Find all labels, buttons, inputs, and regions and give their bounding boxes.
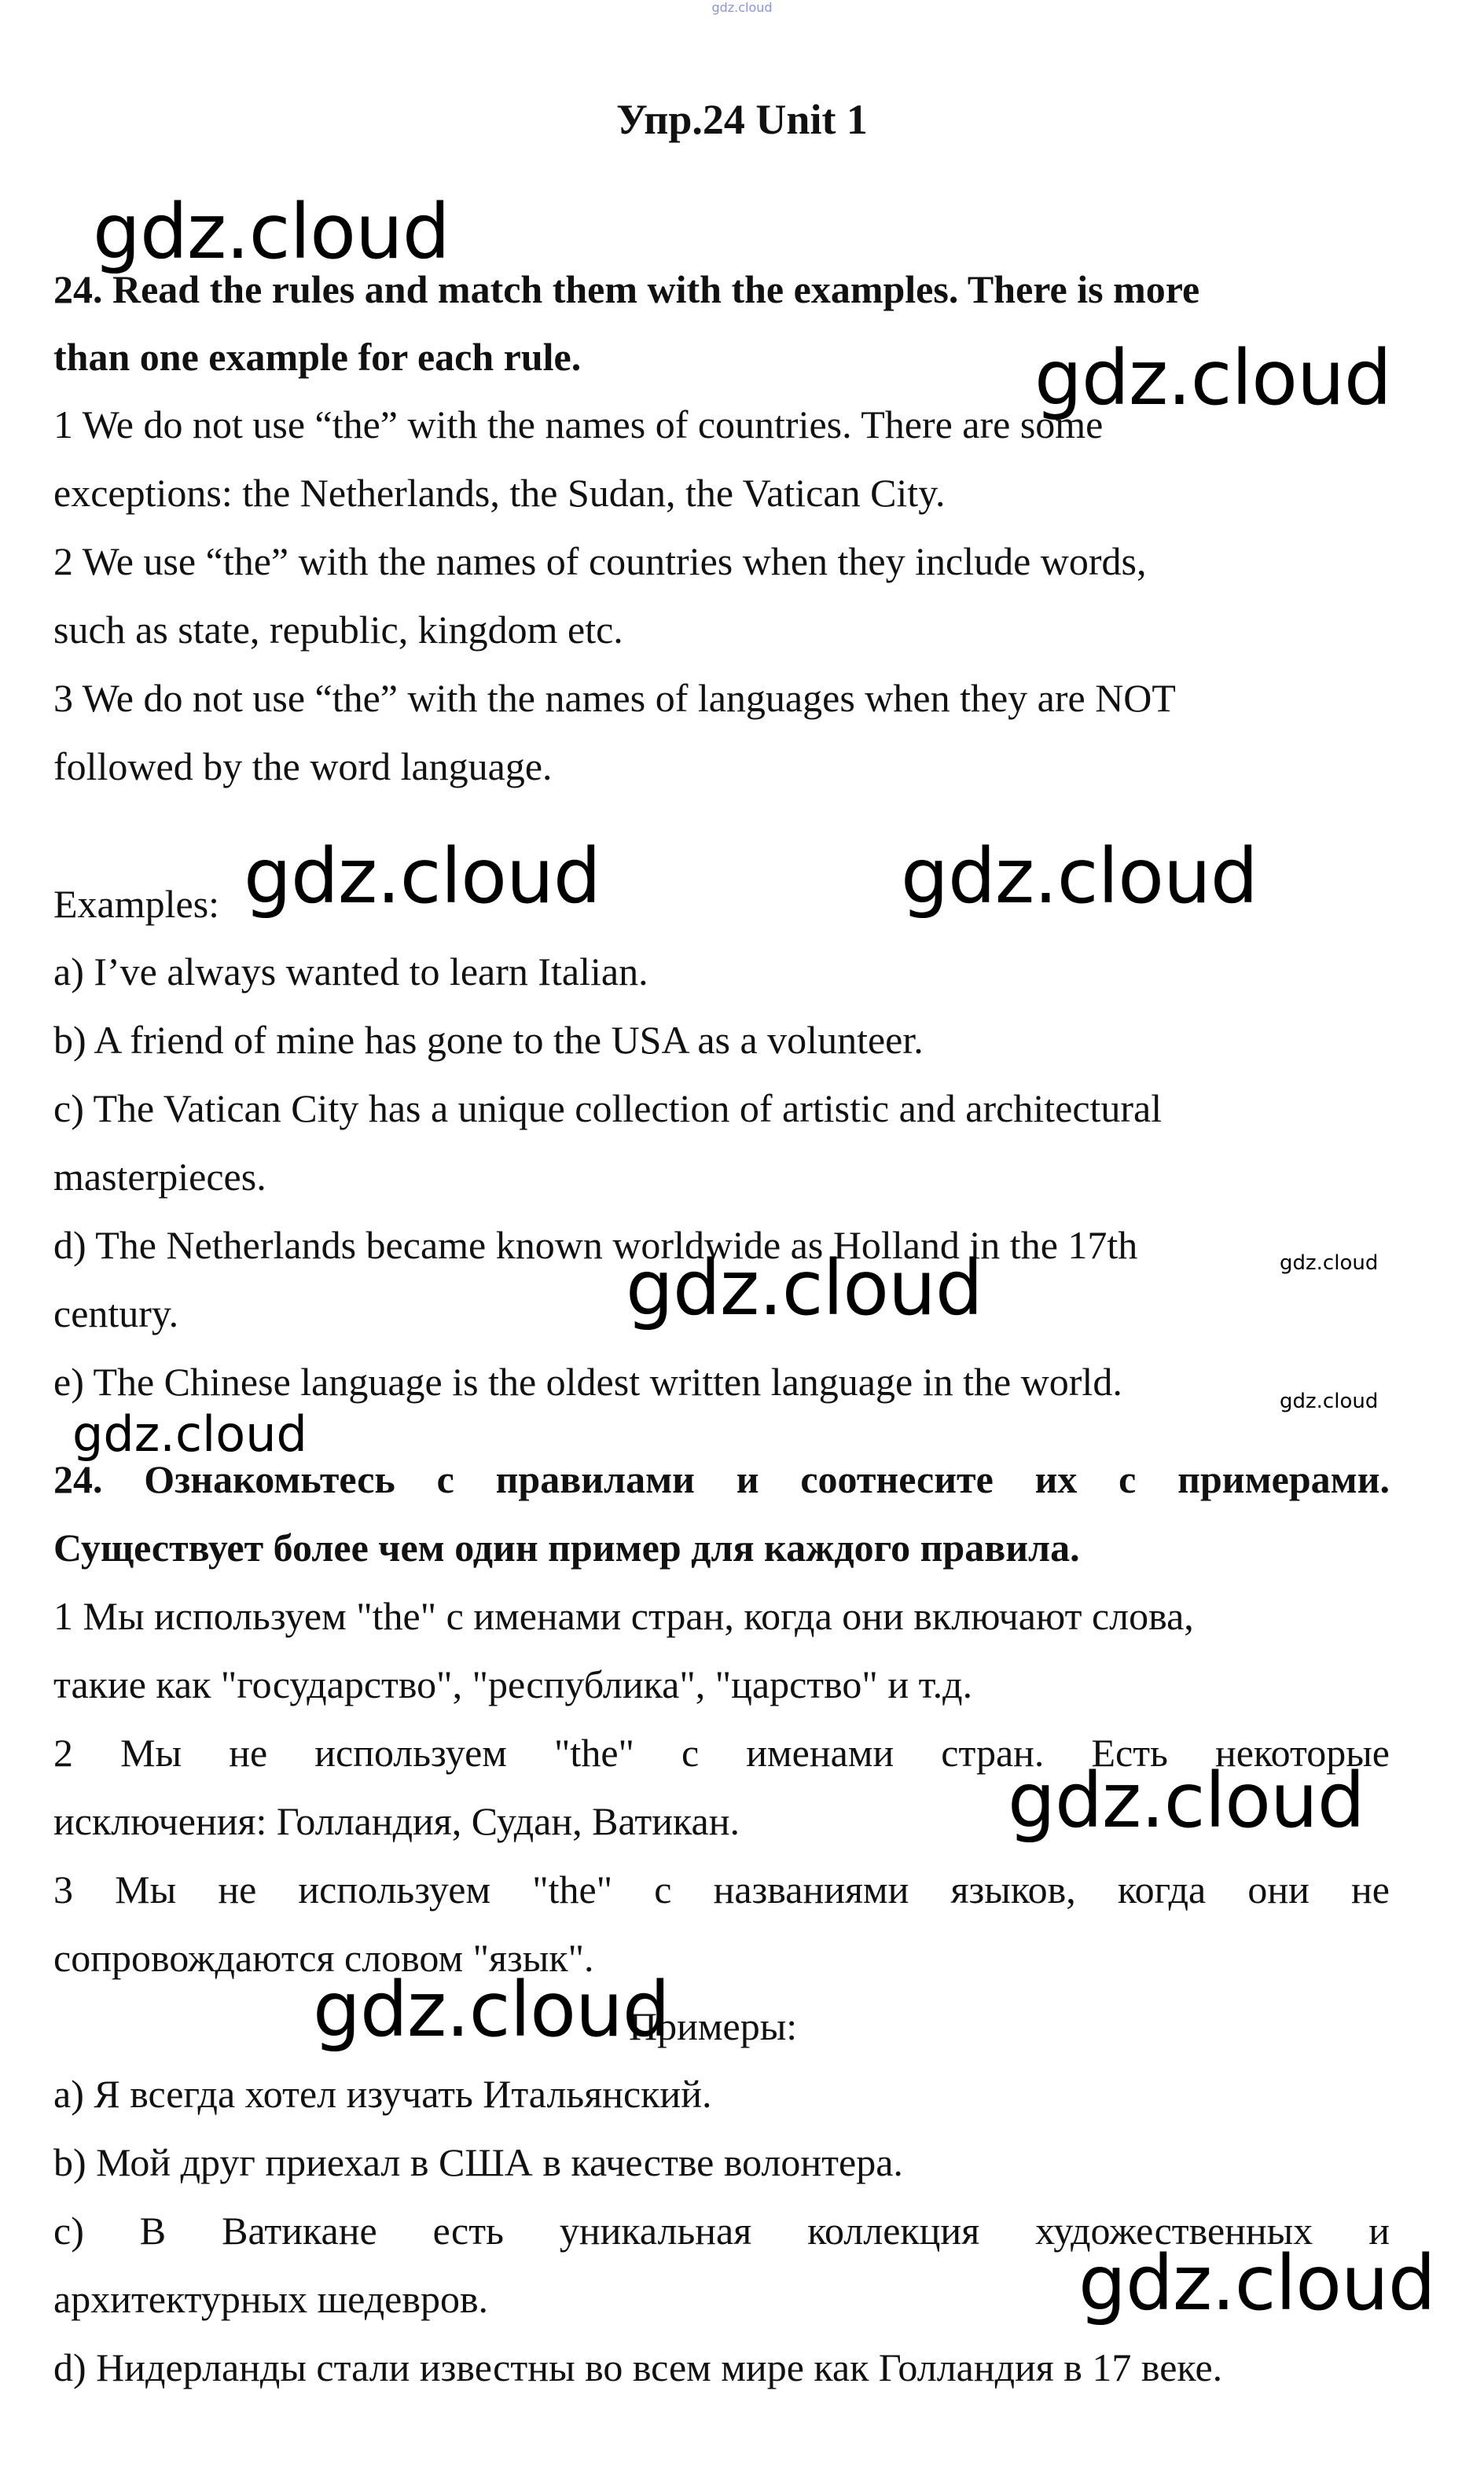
english-example-line-4: masterpieces.	[53, 1155, 266, 1199]
watermark-text-small: gdz.cloud	[1280, 1390, 1379, 1413]
english-task-line-2: than one example for each rule.	[53, 335, 582, 379]
watermark-text: gdz.cloud	[901, 832, 1258, 920]
english-example-line-7: e) The Chinese language is the oldest written language in the world.	[53, 1360, 1122, 1404]
header-watermark: gdz.cloud	[711, 0, 773, 15]
russian-examples-label: Примеры:	[629, 2004, 798, 2048]
english-rule-line-3: 2 We use “the” with the names of countries when they include words,	[53, 539, 1147, 583]
russian-rule-line-6: сопровождаются словом "язык".	[53, 1936, 594, 1980]
watermark-text: gdz.cloud	[72, 1405, 307, 1463]
russian-rule-line-2: такие как "государство", "республика", "царство" и т.д.	[53, 1662, 973, 1706]
english-example-line-5: d) The Netherlands became known worldwide as Holland in the 17th	[53, 1223, 1138, 1267]
russian-example-line-1: a) Я всегда хотел изучать Итальянский.	[53, 2072, 712, 2116]
russian-task-line-1: 24. Ознакомьтесь с правилами и соотнесите их с примерами.	[53, 1457, 1390, 1501]
watermark-text: gdz.cloud	[313, 1966, 670, 2054]
russian-task-line-2: Существует более чем один пример для каждого правила.	[53, 1526, 1080, 1570]
russian-rule-line-3: 2 Мы не используем "the" с именами стран. Есть некоторые	[53, 1731, 1390, 1775]
watermark-text: gdz.cloud	[1008, 1757, 1365, 1845]
english-task-line-1: 24. Read the rules and match them with the examples. There is more	[53, 267, 1200, 311]
watermark-text: gdz.cloud	[626, 1244, 983, 1332]
watermark-text: gdz.cloud	[93, 188, 450, 276]
english-examples-label: Examples:	[53, 882, 220, 926]
english-rule-line-5: 3 We do not use “the” with the names of languages when they are NOT	[53, 676, 1176, 720]
watermark-text: gdz.cloud	[1034, 334, 1391, 422]
watermark-text: gdz.cloud	[244, 832, 601, 920]
watermark-text: gdz.cloud	[1078, 2239, 1435, 2327]
russian-example-line-4: архитектурных шедевров.	[53, 2277, 489, 2321]
english-rule-line-1: 1 We do not use “the” with the names of countries. There are some	[53, 402, 1104, 446]
page-title: Упр.24 Unit 1	[616, 96, 868, 143]
english-rule-line-6: followed by the word language.	[53, 744, 553, 788]
russian-example-line-2: b) Мой друг приехал в США в качестве волонтера.	[53, 2140, 903, 2184]
russian-rule-line-1: 1 Мы используем "the" с именами стран, когда они включают слова,	[53, 1594, 1194, 1638]
russian-example-line-3: c) В Ватикане есть уникальная коллекция художественных и	[53, 2209, 1390, 2253]
english-example-line-2: b) A friend of mine has gone to the USA as a volunteer.	[53, 1018, 924, 1062]
english-example-line-1: a) I’ve always wanted to learn Italian.	[53, 949, 648, 993]
english-example-line-6: century.	[53, 1291, 179, 1335]
russian-rule-line-5: 3 Мы не используем "the" с названиями языков, когда они не	[53, 1868, 1390, 1912]
russian-rule-line-4: исключения: Голландия, Судан, Ватикан.	[53, 1799, 740, 1843]
english-example-line-3: c) The Vatican City has a unique collection of artistic and architectural	[53, 1086, 1163, 1130]
english-rule-line-2: exceptions: the Netherlands, the Sudan, the Vatican City.	[53, 471, 946, 515]
english-rule-line-4: such as state, republic, kingdom etc.	[53, 608, 623, 652]
watermark-text-small: gdz.cloud	[1280, 1251, 1379, 1275]
russian-example-line-5: d) Нидерланды стали известны во всем мире как Голландия в 17 веке.	[53, 2345, 1223, 2389]
